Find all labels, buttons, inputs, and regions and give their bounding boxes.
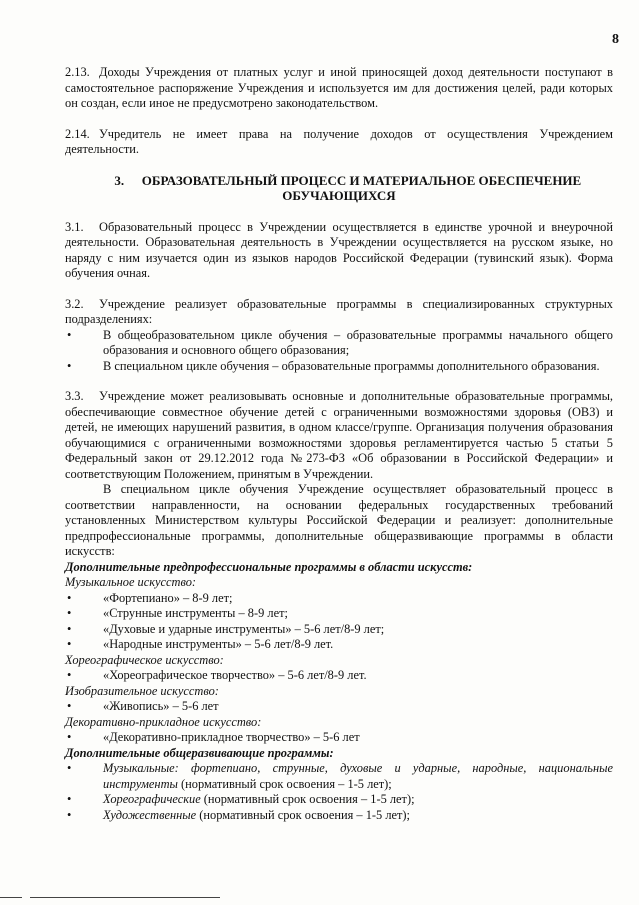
clause-2-13 xyxy=(65,65,613,112)
bullet-icon: • xyxy=(67,621,72,636)
clause-paragraph-2: В специальном цикле обучения Учреждение осуществляет образовательный процесс в соответствии направленности, на основании федеральных государственных требований установленных Министерством культуры Российской Федерации и реализует: дополнительные предпрофессиональные программы, дополнительные общеразвивающие программы в области искусств: xyxy=(65,482,613,558)
list-item: • «Народные инструменты» – 5-6 лет/8-9 лет. xyxy=(67,637,334,651)
clause-paragraph xyxy=(65,297,613,328)
list-item: • В специальном цикле обучения – образовательные программы дополнительного образования. xyxy=(67,358,600,373)
footer-rule xyxy=(30,897,220,898)
list-item: • Художественные (нормативный срок освоения – 1-5 лет); xyxy=(67,807,410,822)
list-item: • В общеобразовательном цикле обучения – образовательные программы начального общего образования и основного общего образования; xyxy=(67,327,613,357)
clause-3-1 xyxy=(65,220,613,282)
music-label: Музыкальное искусство: xyxy=(65,575,197,589)
footer-rule xyxy=(0,897,22,898)
document-body xyxy=(65,65,613,823)
clause-text: Учреждение реализует образовательные программы в специализированных структурных подразделениях: xyxy=(65,296,613,326)
bullet-icon: • xyxy=(67,699,72,713)
clause-3-2 xyxy=(65,297,613,375)
bullet-icon: • xyxy=(67,668,72,682)
bullet-icon: • xyxy=(67,792,72,806)
clause-number: 3.1. xyxy=(65,219,84,234)
choreo-label: Хореографическое искусство: xyxy=(65,652,224,667)
clause-number: 2.13. xyxy=(65,65,90,79)
section-title: ОБРАЗОВАТЕЛЬНЫЙ ПРОЦЕСС И МАТЕРИАЛЬНОЕ ОБЕСПЕЧЕНИЕ xyxy=(141,172,582,188)
clause-3-3 xyxy=(65,389,613,823)
list-item: • «Декоративно-прикладное творчество» – 5-6 лет xyxy=(67,730,360,744)
list-item: • Музыкальные: фортепиано, струнные, духовые и ударные, народные, национальные инструменты (нормативный срок освоения – 1-5 лет); xyxy=(67,761,613,791)
bullet-icon: • xyxy=(67,761,72,775)
section-heading xyxy=(65,173,613,204)
bullet-icon: • xyxy=(67,590,72,605)
visual-label: Изобразительное искусство: xyxy=(65,683,219,698)
list-item: • «Фортепиано» – 8-9 лет; xyxy=(67,590,233,605)
preprof-heading: Дополнительные предпрофессиональные программы в области искусств: xyxy=(65,559,473,574)
list-item: • «Струнные инструменты – 8-9 лет; xyxy=(67,606,288,620)
list-item: • «Духовые и ударные инструменты» – 5-6 лет/8-9 лет; xyxy=(67,621,385,636)
clause-number: 3.3. xyxy=(65,389,84,403)
page-number: 8 xyxy=(612,32,619,47)
bullet-icon: • xyxy=(67,358,72,373)
clause-text: Учреждение может реализовывать основные и дополнительные образовательные программы, обеспечивающие совместное обучение детей с ограниченными возможностями здоровья (ОВЗ) и детей, не имеющих нарушений развития, в одном классе/группе. Организация получения образования обучающимися с ограниченными возможностями здоровья регламентируется частью 5 статьи 5 Федеральный закон от 29.12.2012 года №273-ФЗ «Об образовании в Российской Федерации» и соответствующим Положением, принятым в Учреждении. xyxy=(65,389,613,481)
clause-2-14 xyxy=(65,127,613,158)
clause-text: Образовательный процесс в Учреждении осуществляется в единстве урочной и внеурочной деятельности. Образовательная деятельность в Учреждении осуществляется на русском языке, но наряду с ним изучается один из языков народов Российской Федерации (тувинский язык). Форма обучения очная. xyxy=(65,219,613,280)
bullet-icon: • xyxy=(67,807,72,822)
bullet-icon: • xyxy=(67,730,72,744)
section-title-line2: ОБУЧАЮЩИХСЯ xyxy=(282,188,396,203)
bullet-icon: • xyxy=(67,327,72,342)
clause-number: 3.2. xyxy=(65,296,84,311)
list-item: • «Живопись» – 5-6 лет xyxy=(67,699,219,713)
decor-label: Декоративно-прикладное искусство: xyxy=(65,714,262,729)
list-item: • Хореографические (нормативный срок освоения – 1-5 лет); xyxy=(67,792,415,806)
clause-text: Доходы Учреждения от платных услуг и иной приносящей доход деятельности поступают в самостоятельное распоряжение Учреждения и используется им для достижения целей, ради которых он создан, если иное не предусмотрено законодательством. xyxy=(65,65,613,110)
bullet-icon: • xyxy=(67,606,72,620)
clause-text: Учредитель не имеет права на получение доходов от осуществления Учреждением деятельности. xyxy=(65,126,613,156)
list-item: • «Хореографическое творчество» – 5-6 лет/8-9 лет. xyxy=(67,668,367,682)
general-heading: Дополнительные общеразвивающие программы: xyxy=(65,745,334,760)
section-number: 3. xyxy=(114,172,125,188)
clause-number: 2.14. xyxy=(65,126,90,141)
clause-paragraph xyxy=(65,389,613,482)
bullet-icon: • xyxy=(67,637,72,651)
